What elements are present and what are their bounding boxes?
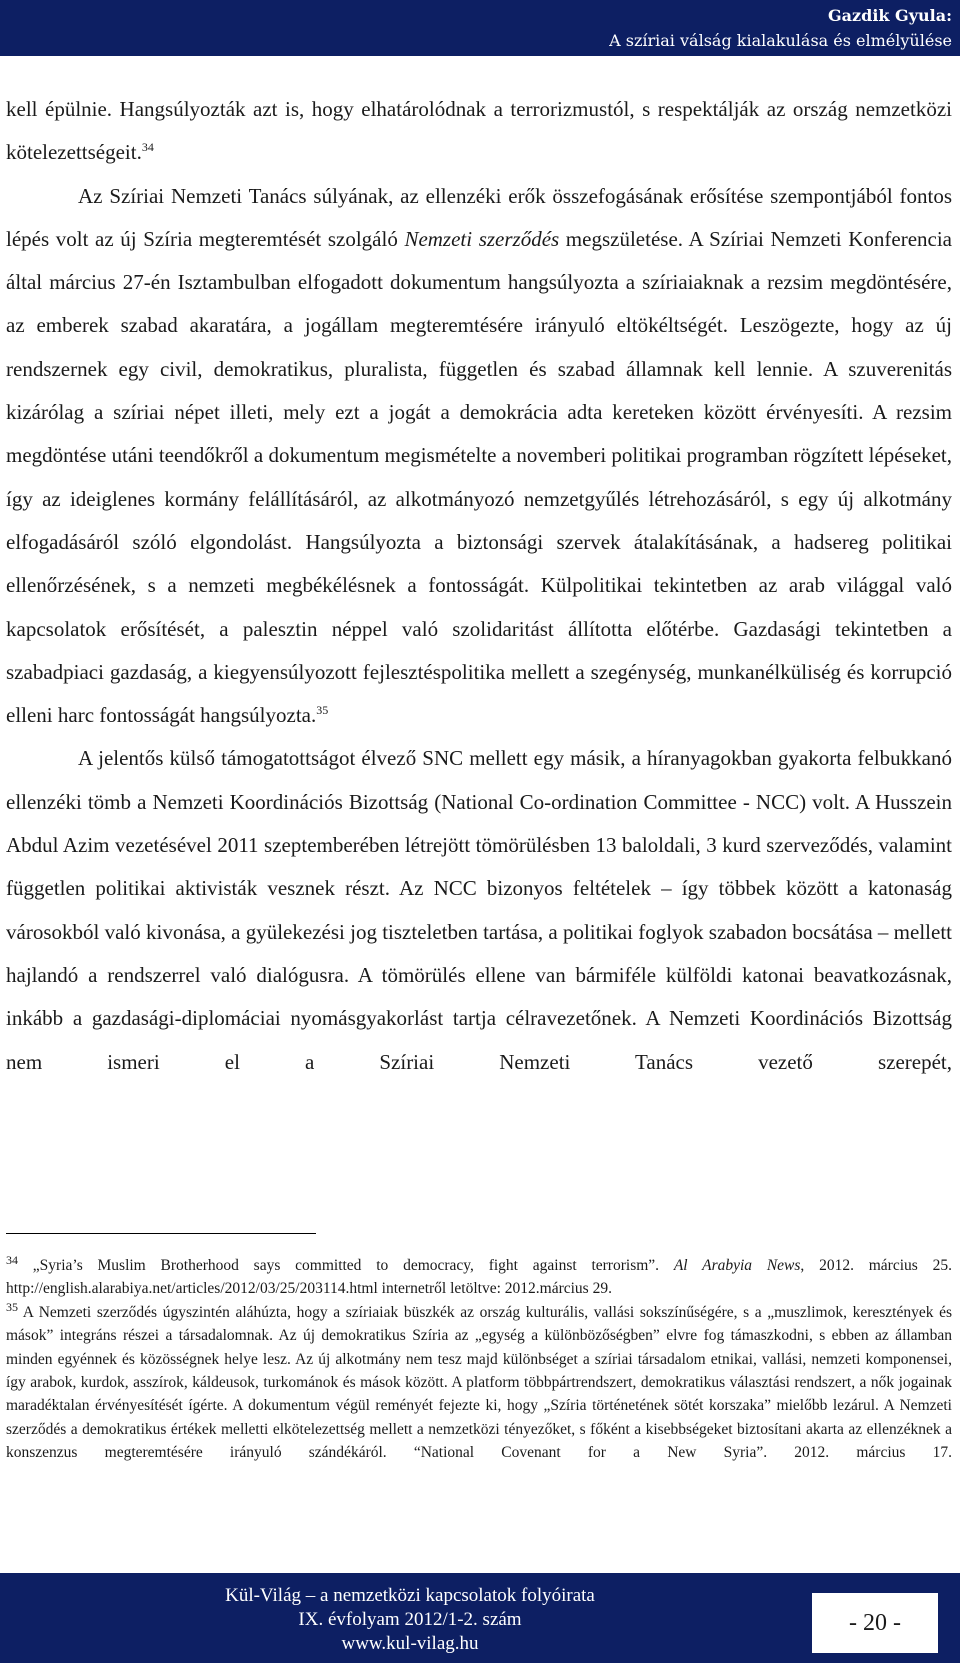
paragraph-3: A jelentős külső támogatottságot élvező SNC mellett egy másik, a híranyagokban gyakorta felbukkanó ellenzéki tömb a Nemzeti Koordinációs Bizottság (National Co-ordination Committee - NCC) volt. A Husszein Abdul Azim vezetésével 2011 szeptemberében létrejött tömörülésben 13 baloldali, 3 kurd szerveződés, valamint független politikai aktivisták vesznek részt. Az NCC bizonyos feltételek – így többek között a katonaság városokból való kivonása, a gyülekezési jog tiszteletben tartása, a politikai foglyok szabadon bocsátása – mellett hajlandó a rendszerrel való dialógusra. A tömörülés ellene van bármiféle külföldi katonai beavatkozásnak, inkább a gazdasági-diplomáciai nyomásgyakorlást tartja célravezetőnek. A Nemzeti Koordinációs Bizottság nem ismeri el a Szíriai Nemzeti Tanács vezető szerepét, xyxy=(6,746,952,1074)
footnote-35 xyxy=(6,1301,952,1465)
paragraph-1 xyxy=(6,88,952,175)
header-title: A szíriai válság kialakulása és elmélyülése xyxy=(609,31,952,50)
footnote-34-text-a: „Syria’s Muslim Brotherhood says committed to democracy, fight against terrorism”. xyxy=(18,1257,674,1274)
footnote-34-text-b: , 2012. március 25. http://english.alarabiya.net/articles/2012/03/25/203114.html internetről letöltve: 2012.március 29. xyxy=(6,1257,952,1298)
footer-url[interactable]: www.kul-vilag.hu xyxy=(341,1633,479,1654)
footnotes xyxy=(6,1254,952,1465)
footer-journal: Kül-Világ – a nemzetközi kapcsolatok folyóirata xyxy=(225,1585,595,1606)
footnote-34-number: 34 xyxy=(6,1252,18,1267)
running-header xyxy=(609,3,952,53)
footnote-divider xyxy=(6,1233,316,1234)
footnote-35-number: 35 xyxy=(6,1299,18,1314)
footnote-34-source: Al Arabyia News xyxy=(673,1257,801,1274)
footer-info xyxy=(0,1584,820,1656)
header-author: Gazdik Gyula: xyxy=(828,6,952,25)
paragraph-2-text-a: Az Szíriai Nemzeti Tanács súlyának, az ellenzéki erők összefogásának erősítése szempontjából fontos lépés volt az új Szíria megteremtését szolgáló xyxy=(6,183,952,251)
page-number: - 20 - xyxy=(812,1593,938,1653)
paragraph-2 xyxy=(6,175,952,738)
footer-volume: IX. évfolyam 2012/1-2. szám xyxy=(298,1609,522,1630)
paragraph-1-text: kell épülnie. Hangsúlyozták azt is, hogy elhatárolódnak a terrorizmustól, s respektálják az ország nemzetközi kötelezettségeit. xyxy=(6,97,952,165)
footnote-35-text: A Nemzeti szerződés úgyszintén aláhúzta, hogy a szíriaiak büszkék az ország kulturális, vallási sokszínűségére, s a „muszlimok, keresztények és mások” integráns részei a társadalomnak. Az új demokratikus Szíria az „egység a különbözőségben” elvre fog támaszkodni, s ebben az államban minden egyénnek és közösségnek helye lesz. Az új alkotmány nem tesz majd különbséget a szíriai társadalom etnikai, vallási, nemzeti komponensei, így arabok, kurdok, asszírok, káldeusok, turkománok és mások között. A platform többpártrendszert, demokratikus választási rendszert, a nők jogainak maradéktalan érvényesítését ígérte. A dokumentum végül reményét fejezte ki, hogy „Szíria történetének sötét korszaka” mielőbb lezárul. A Nemzeti szerződés a demokratikus értékek melletti elkötelezettség mellett a nemzetközi tényezőket, s főként a kisebbségeket biztosítani akarta az ellenzéknek a konszenzus megteremtésére irányuló szándékáról. “National Covenant for a New Syria”. 2012. március 17. xyxy=(6,1303,952,1462)
footnote-ref-35[interactable]: 35 xyxy=(316,703,329,718)
footnote-ref-34[interactable]: 34 xyxy=(141,140,154,155)
paragraph-2-emphasis: Nemzeti szerződés xyxy=(404,226,560,251)
article-body xyxy=(6,88,952,1084)
paragraph-2-text-b: megszületése. A Szíriai Nemzeti Konferencia által március 27-én Isztambulban elfogadott dokumentum hangsúlyozta a szíriaiaknak a rezsim megdöntésére, az emberek szabad akaratára, a jogállam megteremtésére irányuló eltökéltségét. Leszögezte, hogy az új rendszernek egy civil, demokratikus, pluralista, független és szabad államnak kell lennie. A szuverenitás kizárólag a szíriai népet illeti, mely ezt a jogát a demokrácia adta kereteken között érvényesíti. A rezsim megdöntése utáni teendőkről a dokumentum megismételte a novemberi politikai programban rögzített lépéseket, így az ideiglenes kormány felállításáról, az alkotmányozó nemzetgyűlés létrehozásáról, s egy új alkotmány elfogadásáról szóló elgondolást. Hangsúlyozta a biztonsági szervek átalakításának, a hadsereg politikai ellenőrzésének, s a nemzeti megbékélésnek a fontosságát. Külpolitikai tekintetben az arab világgal való kapcsolatok erősítését, a palesztin néppel való szolidaritást állította előtérbe. Gazdasági tekintetben a szabadpiaci gazdaság, a kiegyensúlyozott fejlesztéspolitika mellett a szegénység, munkanélküliség és korrupció elleni harc fontosságát hangsúlyozta. xyxy=(6,226,952,728)
footnote-34 xyxy=(6,1254,952,1301)
